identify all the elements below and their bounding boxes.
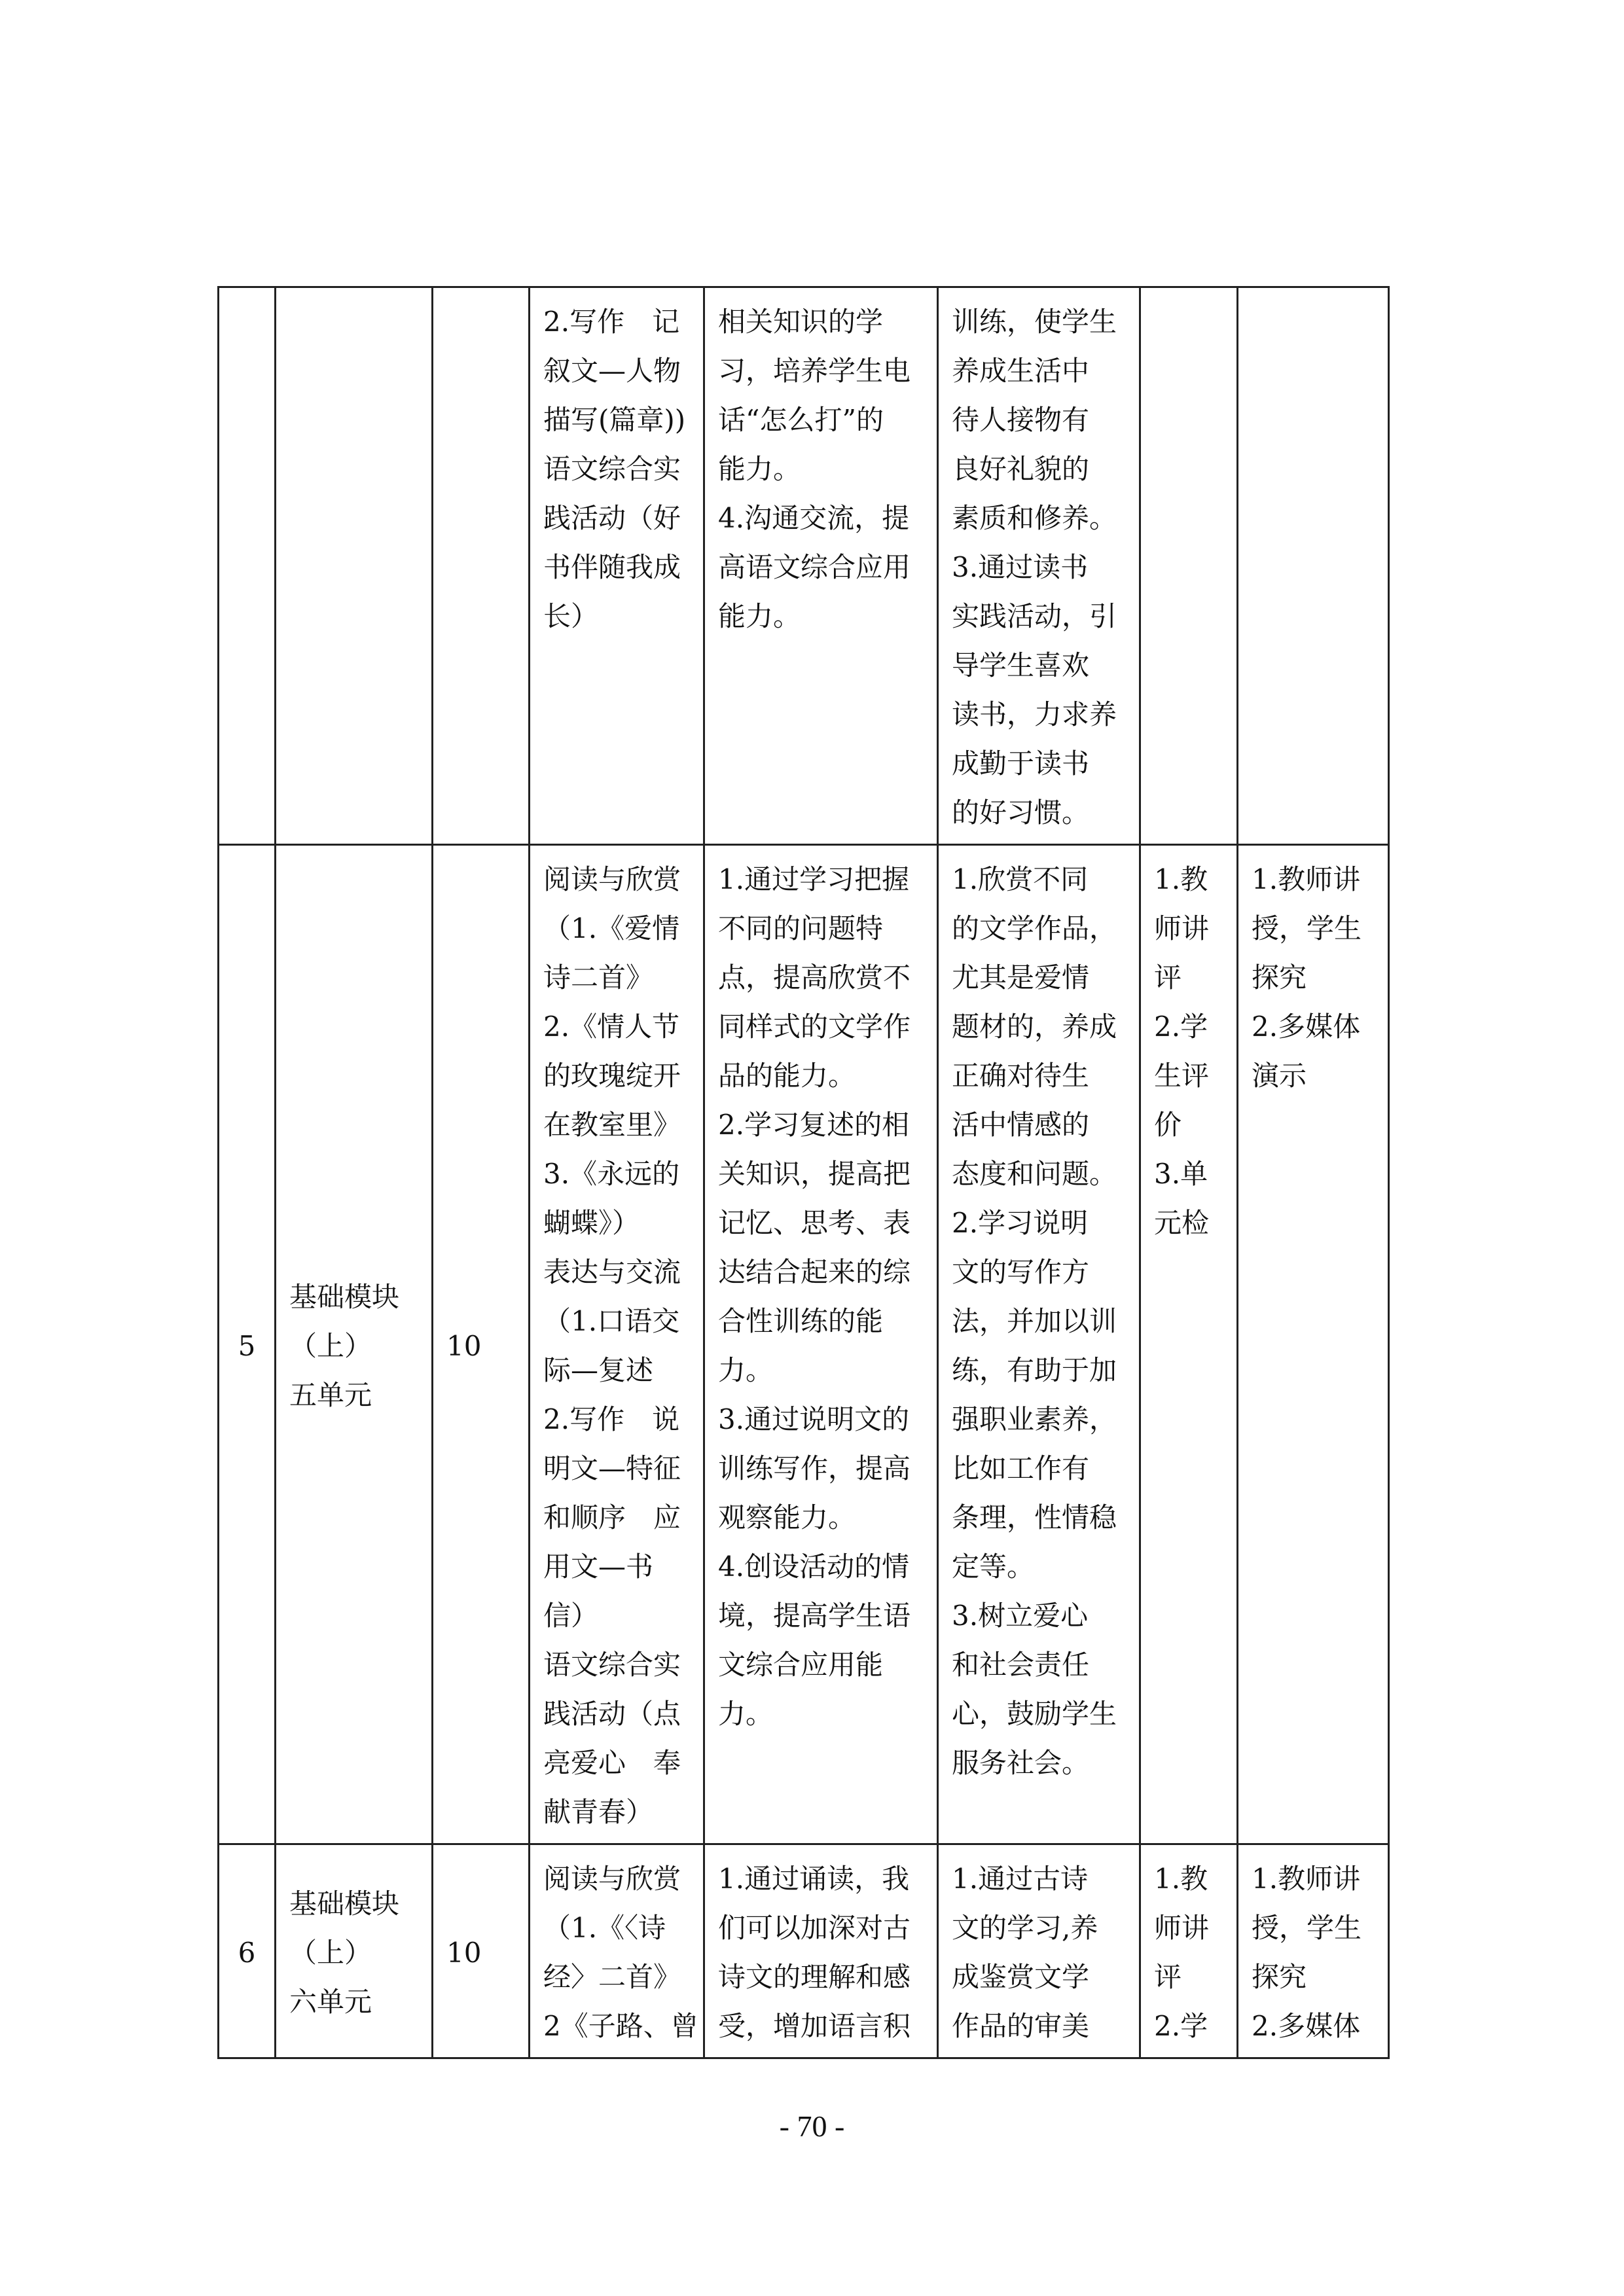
cell-line: 践活动（点 xyxy=(543,1698,681,1730)
cell-line: 2.学习说明 xyxy=(952,1207,1089,1239)
cell-line: 记忆、思考、表 xyxy=(718,1207,911,1239)
cell-line: 能力。 xyxy=(718,600,801,632)
cell-line: 作品的审美 xyxy=(952,2010,1090,2042)
cell-line: 评 xyxy=(1154,1961,1182,1993)
cell-evaluation xyxy=(1140,287,1238,845)
cell-line: 受，增加语言积 xyxy=(718,2010,911,2042)
cell-line: 品的能力。 xyxy=(718,1060,856,1092)
cell-line: 2.学习复述的相 xyxy=(718,1109,910,1141)
cell-line: 力。 xyxy=(718,1698,774,1730)
cell-evaluation xyxy=(1140,1844,1238,2058)
cell-line: 亮爱心 奉 xyxy=(543,1747,681,1779)
cell-line: 不同的问题特 xyxy=(718,912,884,944)
cell-line: 六单元 xyxy=(289,1985,372,2018)
cell-line: 探究 xyxy=(1252,961,1307,994)
cell-line: 书伴随我成 xyxy=(543,551,681,583)
cell-line: 际—复述 xyxy=(543,1354,654,1386)
cell-line: 条理，性情稳 xyxy=(952,1501,1117,1534)
cell-line: 达结合起来的综 xyxy=(718,1256,911,1288)
cell-line: 2.学 xyxy=(1154,2010,1208,2042)
cell-unit xyxy=(276,1844,433,2058)
cell-line: （1.《爱情 xyxy=(543,912,680,944)
cell-hours-text: 10 xyxy=(446,1329,482,1362)
cell-line: 3.树立爱心 xyxy=(952,1600,1089,1632)
cell-line: 1.通过古诗 xyxy=(952,1863,1089,1895)
cell-line: 探究 xyxy=(1252,1961,1307,1993)
cell-line: 献青春） xyxy=(543,1796,654,1828)
cell-line: 文综合应用能 xyxy=(718,1649,884,1681)
cell-line: 成鉴赏文学 xyxy=(952,1961,1090,1993)
cell-line: 高语文综合应用 xyxy=(718,551,911,583)
cell-line: 关知识，提高把 xyxy=(718,1158,911,1190)
cell-line: 境，提高学生语 xyxy=(718,1600,911,1632)
cell-hours xyxy=(433,1844,530,2058)
cell-line: 1.教师讲 xyxy=(1252,863,1361,895)
cell-line: 4.创设活动的情 xyxy=(718,1551,910,1583)
cell-line: 1.教师讲 xyxy=(1252,1863,1361,1895)
cell-line: 五单元 xyxy=(289,1378,372,1411)
cell-line: 强职业素养， xyxy=(952,1403,1117,1435)
cell-line: 的好习惯。 xyxy=(952,797,1090,829)
cell-line: 长） xyxy=(543,600,599,632)
cell-line: 服务社会。 xyxy=(952,1747,1090,1779)
cell-line: 观察能力。 xyxy=(718,1501,856,1534)
cell-line: 待人接物有 xyxy=(952,404,1090,436)
cell-number xyxy=(219,287,276,845)
cell-line: 们可以加深对古 xyxy=(718,1912,911,1944)
cell-line: 语文综合实 xyxy=(543,453,681,485)
cell-line: 1.通过诵读，我 xyxy=(718,1863,910,1895)
cell-line: 实践活动，引 xyxy=(952,600,1117,632)
cell-line: 合性训练的能 xyxy=(718,1305,884,1337)
cell-line: 师讲 xyxy=(1154,912,1210,944)
cell-line: 基础模块 xyxy=(289,1887,400,1920)
cell-line: 明文—特征 xyxy=(543,1452,681,1484)
cell-line: 1.通过学习把握 xyxy=(718,863,910,895)
cell-line: 表达与交流 xyxy=(543,1256,681,1288)
cell-line: 成勤于读书 xyxy=(952,747,1090,780)
cell-line: 基础模块 xyxy=(289,1280,400,1313)
cell-evaluation xyxy=(1140,845,1238,1844)
cell-number xyxy=(219,845,276,1844)
cell-line: 2.写作 说 xyxy=(543,1403,680,1435)
cell-line: 演示 xyxy=(1252,1060,1307,1092)
cell-number-text: 6 xyxy=(238,1936,256,1969)
cell-line: 2.多媒体 xyxy=(1252,1011,1361,1043)
cell-hours xyxy=(433,287,530,845)
cell-content xyxy=(530,1844,704,2058)
cell-line: 诗二首》 xyxy=(543,961,654,994)
cell-line: 训练，使学生 xyxy=(952,306,1117,338)
cell-line: 践活动（好 xyxy=(543,502,681,534)
cell-line: 2.《情人节 xyxy=(543,1011,680,1043)
cell-line: 的玫瑰绽开 xyxy=(543,1060,681,1092)
cell-line: 正确对待生 xyxy=(952,1060,1090,1092)
cell-line: （1.口语交 xyxy=(543,1305,680,1337)
cell-line: 文的写作方 xyxy=(952,1256,1090,1288)
cell-line: 评 xyxy=(1154,961,1182,994)
cell-content xyxy=(530,845,704,1844)
cell-line: 力。 xyxy=(718,1354,774,1386)
cell-line: 2.多媒体 xyxy=(1252,2010,1361,2042)
cell-line: 和社会责任 xyxy=(952,1649,1090,1681)
cell-line: 文的学习,养 xyxy=(952,1912,1098,1944)
cell-line: 相关知识的学 xyxy=(718,306,884,338)
cell-number xyxy=(219,1844,276,2058)
cell-quality-goals xyxy=(938,845,1140,1844)
cell-line: 诗文的理解和感 xyxy=(718,1961,911,1993)
cell-hours-text: 10 xyxy=(446,1936,482,1969)
cell-ability-goals xyxy=(704,845,938,1844)
cell-line: 蝴蝶》） xyxy=(543,1207,640,1239)
cell-teaching-method xyxy=(1238,845,1389,1844)
cell-line: 阅读与欣赏 xyxy=(543,863,681,895)
table-row xyxy=(219,845,1389,1844)
cell-line: 尤其是爱情 xyxy=(952,961,1090,994)
cell-line: 4.沟通交流，提 xyxy=(718,502,910,534)
cell-line: 阅读与欣赏 xyxy=(543,1863,681,1895)
cell-line: 话“怎么打”的 xyxy=(718,404,884,436)
cell-line: 能力。 xyxy=(718,453,801,485)
cell-line: 活中情感的 xyxy=(952,1109,1090,1141)
table-row xyxy=(219,287,1389,845)
cell-line: 价 xyxy=(1154,1109,1182,1141)
cell-line: 师讲 xyxy=(1154,1912,1210,1944)
cell-line: 元检 xyxy=(1154,1207,1210,1239)
cell-line: 描写(篇章)) xyxy=(543,404,686,436)
cell-ability-goals xyxy=(704,287,938,845)
cell-line: 叙文—人物 xyxy=(543,355,681,387)
cell-line: 经〉二首》 xyxy=(543,1961,681,1993)
cell-line: 2.写作 记 xyxy=(543,306,680,338)
cell-line: 题材的，养成 xyxy=(952,1011,1117,1043)
cell-line: 1.教 xyxy=(1154,863,1208,895)
cell-line: 定等。 xyxy=(952,1551,1035,1583)
cell-line: 法，并加以训 xyxy=(952,1305,1117,1337)
cell-line: 3.单 xyxy=(1154,1158,1208,1190)
cell-line: 导学生喜欢 xyxy=(952,649,1090,681)
cell-teaching-method xyxy=(1238,1844,1389,2058)
cell-line: 授，学生 xyxy=(1252,1912,1362,1944)
page-number: - 70 - xyxy=(779,2109,845,2143)
cell-line: 3.通过说明文的 xyxy=(718,1403,910,1435)
cell-content xyxy=(530,287,704,845)
cell-line: 素质和修养。 xyxy=(952,502,1117,534)
cell-line: 1.欣赏不同 xyxy=(952,863,1089,895)
teaching-plan-table xyxy=(217,286,1390,2059)
cell-line: （上） xyxy=(289,1936,372,1969)
cell-line: 训练写作，提高 xyxy=(718,1452,911,1484)
cell-line: 和顺序 应 xyxy=(543,1501,681,1534)
cell-line: 良好礼貌的 xyxy=(952,453,1090,485)
cell-line: 在教室里》 xyxy=(543,1109,681,1141)
cell-line: 生评 xyxy=(1154,1060,1210,1092)
cell-line: 比如工作有 xyxy=(952,1452,1090,1484)
cell-line: 3.通过读书 xyxy=(952,551,1089,583)
cell-unit xyxy=(276,845,433,1844)
cell-line: 心，鼓励学生 xyxy=(952,1698,1117,1730)
cell-line: 语文综合实 xyxy=(543,1649,681,1681)
cell-ability-goals xyxy=(704,1844,938,2058)
cell-line: 2.学 xyxy=(1154,1011,1208,1043)
cell-line: 2《子路、曾 xyxy=(543,2010,698,2042)
cell-line: 态度和问题。 xyxy=(952,1158,1117,1190)
cell-quality-goals xyxy=(938,1844,1140,2058)
cell-line: 同样式的文学作 xyxy=(718,1011,911,1043)
cell-quality-goals xyxy=(938,287,1140,845)
cell-unit xyxy=(276,287,433,845)
cell-line: 读书，力求养 xyxy=(952,698,1117,730)
cell-line: 养成生活中 xyxy=(952,355,1090,387)
cell-line: 点，提高欣赏不 xyxy=(718,961,911,994)
table-row xyxy=(219,1844,1389,2058)
cell-line: 信） xyxy=(543,1600,599,1632)
cell-line: 3.《永远的 xyxy=(543,1158,680,1190)
cell-line: （上） xyxy=(289,1329,372,1362)
cell-line: 授，学生 xyxy=(1252,912,1362,944)
cell-line: 用文—书 xyxy=(543,1551,654,1583)
cell-line: 习，培养学生电 xyxy=(718,355,911,387)
cell-number-text: 5 xyxy=(238,1329,256,1362)
cell-line: 的文学作品， xyxy=(952,912,1117,944)
cell-line: 1.教 xyxy=(1154,1863,1208,1895)
cell-line: 练，有助于加 xyxy=(952,1354,1117,1386)
cell-hours xyxy=(433,845,530,1844)
cell-line: （1.《〈诗 xyxy=(543,1912,666,1944)
cell-teaching-method xyxy=(1238,287,1389,845)
